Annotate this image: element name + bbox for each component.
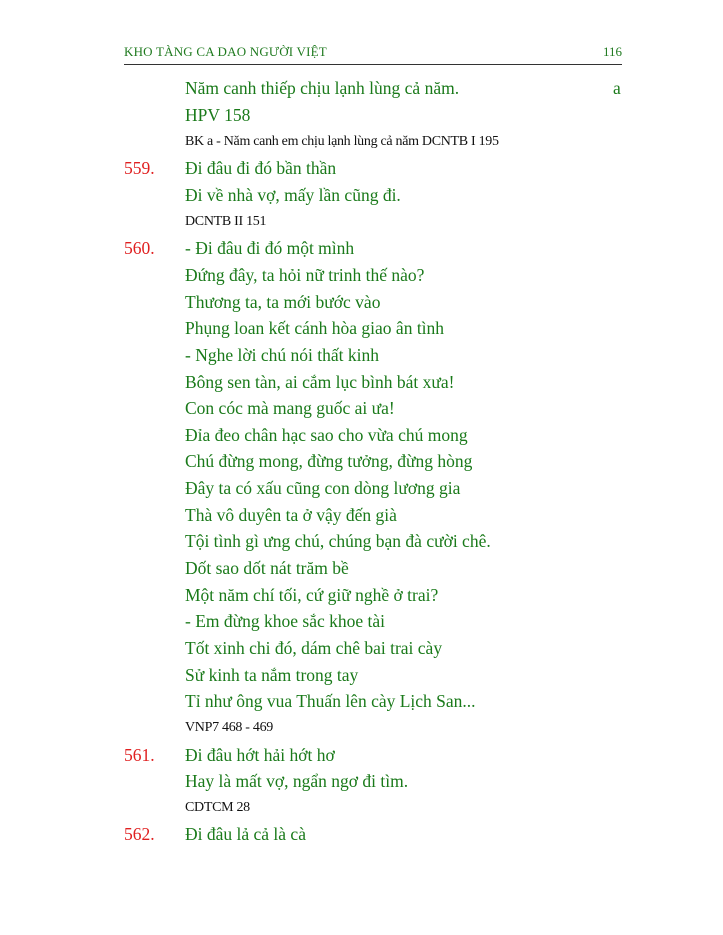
verse-line: - Nghe lời chú nói thất kinh — [185, 345, 379, 365]
verse-line: Tỉ như ông vua Thuấn lên cày Lịch San... — [185, 691, 476, 711]
verse-line: Đây ta có xấu cũng con dòng lương gia — [185, 478, 461, 498]
verse-line: Tội tình gì ưng chú, chúng bạn đà cười chê. — [185, 531, 491, 551]
verse-line: Năm canh thiếp chịu lạnh lùng cả năm. — [185, 78, 460, 98]
verse-line: - Em đừng khoe sắc khoe tài — [185, 611, 385, 631]
verse-line: HPV 158 — [185, 105, 251, 125]
verse-line: Đỉa đeo chân hạc sao cho vừa chú mong — [185, 425, 468, 445]
verse-line: Một năm chí tối, cứ giữ nghề ở trai? — [185, 585, 439, 605]
verse-line: Tốt xinh chi đó, dám chê bai trai cày — [185, 638, 443, 658]
verse-line: Đứng đây, ta hỏi nữ trinh thế nào? — [185, 265, 425, 285]
verse-marker: a — [613, 78, 621, 98]
page-header — [124, 44, 622, 65]
entry-number: 559. — [124, 158, 155, 178]
verse-line: Thà vô duyên ta ở vậy đến già — [185, 505, 397, 525]
source-citation: VNP7 468 - 469 — [185, 720, 273, 735]
verse-line: Đi đâu hớt hải hớt hơ — [185, 745, 335, 765]
entry-number: 560. — [124, 238, 155, 258]
verse-line: Con cóc mà mang guốc ai ưa! — [185, 398, 395, 418]
entry-number: 562. — [124, 824, 155, 844]
entry-number: 561. — [124, 745, 155, 765]
verse-line: - Đi đâu đi đó một mình — [185, 238, 355, 258]
source-citation: DCNTB II 151 — [185, 214, 267, 229]
verse-line: Đi đâu đi đó bần thần — [185, 158, 337, 178]
verse-line: Thương ta, ta mới bước vào — [185, 292, 381, 312]
verse-line: Đi về nhà vợ, mấy lần cũng đi. — [185, 185, 401, 205]
verse-line: Sử kinh ta nắm trong tay — [185, 665, 359, 685]
verse-line: Chú đừng mong, đừng tưởng, đừng hòng — [185, 451, 473, 471]
page-number: 116 — [602, 44, 622, 59]
verse-line: Phụng loan kết cánh hòa giao ân tình — [185, 318, 445, 338]
source-citation: BK a - Năm canh em chịu lạnh lùng cả năm DCNTB I 195 — [185, 134, 499, 149]
source-citation: CDTCM 28 — [185, 800, 250, 815]
verse-line: Đi đâu lả cả là cà — [185, 824, 306, 844]
verse-line: Hay là mất vợ, ngẩn ngơ đi tìm. — [185, 771, 409, 791]
verse-line: Dốt sao dốt nát trăm bề — [185, 558, 349, 578]
verse-line: Bông sen tàn, ai cắm lục bình bát xưa! — [185, 372, 455, 392]
book-title: KHO TÀNG CA DAO NGƯỜI VIỆT — [124, 44, 327, 59]
